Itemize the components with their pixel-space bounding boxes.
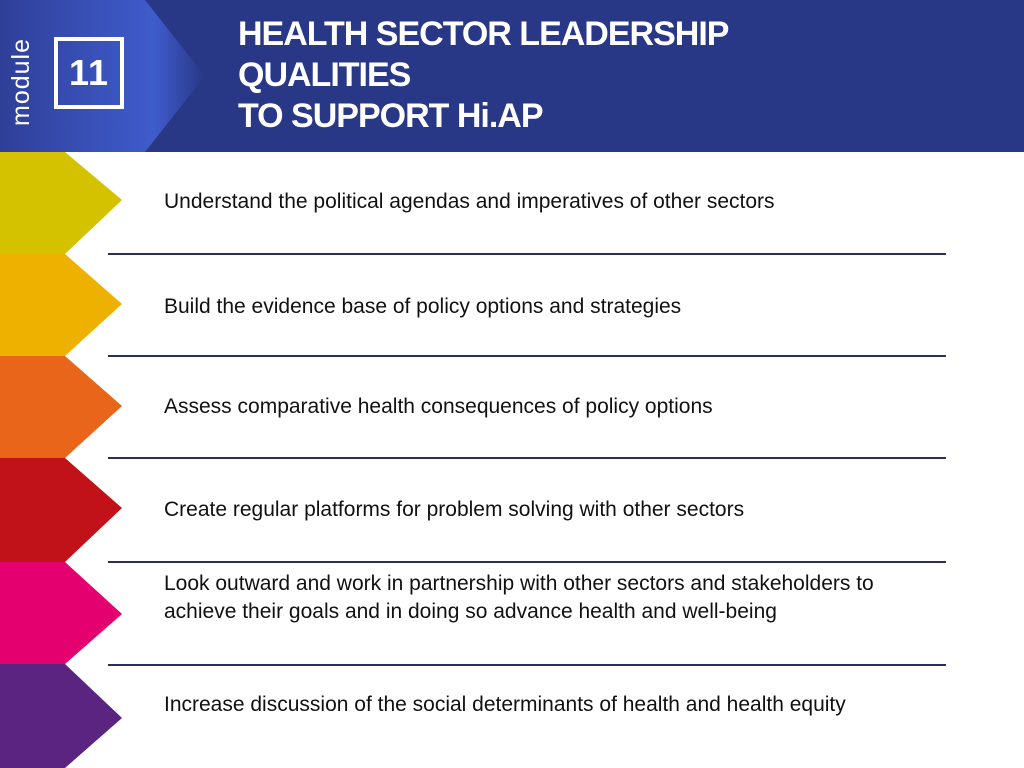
list-item: Understand the political agendas and imperatives of other sectors <box>164 190 775 213</box>
title-line-2: QUALITIES <box>238 56 411 94</box>
list-item: Assess comparative health consequences of policy options <box>164 395 713 418</box>
list-item: Look outward and work in partnership with other sectors and stakeholders to achieve their goals and in doing so advance health and well-being <box>164 572 874 623</box>
module-number: 11 <box>68 52 110 93</box>
divider <box>108 664 946 666</box>
title-line-1: HEALTH SECTOR LEADERSHIP <box>238 15 729 53</box>
list-item: Create regular platforms for problem solving with other sectors <box>164 498 745 521</box>
page-title <box>238 14 998 137</box>
module-label: module <box>7 38 35 126</box>
divider <box>108 457 946 459</box>
qualities-list <box>0 152 1024 768</box>
slide-header <box>0 0 1024 152</box>
divider <box>108 253 946 255</box>
divider <box>108 561 946 563</box>
list-item: Increase discussion of the social determinants of health and health equity <box>164 693 846 716</box>
title-line-3: TO SUPPORT Hi.AP <box>238 97 543 135</box>
divider <box>108 355 946 357</box>
list-item: Build the evidence base of policy options and strategies <box>164 295 682 318</box>
module-number-box <box>54 37 124 109</box>
